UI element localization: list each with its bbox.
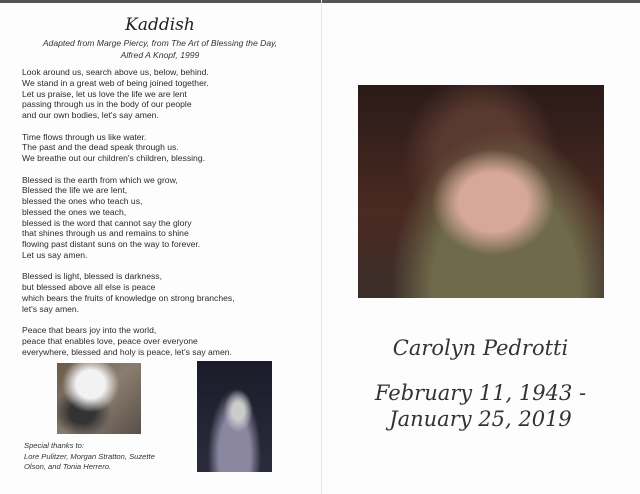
poem-title: Kaddish	[125, 15, 195, 35]
poem-line: Let us praise, let us love the life we are lent	[22, 88, 187, 99]
poem-line: Look around us, search above us, below, behind.	[22, 67, 209, 77]
scan-edge	[0, 0, 640, 3]
thanks-names: Olson, and Tonia Herrero.	[24, 462, 112, 471]
special-thanks	[24, 441, 155, 473]
poem-line: The past and the dead speak through us.	[22, 142, 179, 153]
thanks-names: Lore Pulitzer, Morgan Stratton, Suzette	[24, 451, 155, 461]
life-dates	[321, 380, 640, 432]
cat-photo	[57, 363, 141, 434]
death-date: January 25, 2019	[389, 407, 572, 431]
poem-line: Blessed is light, blessed is darkness,	[22, 271, 162, 282]
poem-line: everywhere, blessed and holy is peace, let's say amen.	[22, 346, 232, 357]
poem-line: blessed the ones who teach us,	[22, 196, 143, 206]
poem-line: blessed is the word that cannot say the glory	[22, 217, 192, 228]
poem-line: passing through us in the body of our people	[22, 99, 192, 110]
portrait-photo	[358, 85, 604, 298]
poem-attribution-publisher: Alfred A Knopf, 1999	[120, 50, 200, 60]
poem-line: that shines through us and remains to shine	[22, 228, 189, 239]
birth-date: February 11, 1943 -	[374, 381, 587, 405]
poem-stanza	[22, 67, 235, 121]
poem-stanza	[22, 175, 235, 261]
poem-line: Time flows through us like water.	[22, 131, 147, 142]
poem-stanza	[22, 325, 235, 357]
poem-stanza	[22, 271, 235, 314]
poem-line: Blessed is the earth from which we grow,	[22, 174, 178, 185]
poem-line: and our own bodies, let's say amen.	[22, 110, 159, 120]
poem-line: which bears the fruits of knowledge on strong branches,	[22, 292, 235, 303]
poem-line: but blessed above all else is peace	[22, 282, 156, 292]
poem-line: let's say amen.	[22, 303, 80, 314]
poem-line: blessed the ones we teach,	[22, 206, 127, 217]
poem-line: Let us say amen.	[22, 249, 88, 260]
thanks-heading: Special thanks to:	[24, 441, 84, 450]
poem-line: Peace that bears joy into the world,	[22, 325, 157, 335]
poem-line: We stand in a great web of being joined together.	[22, 77, 209, 88]
deceased-name: Carolyn Pedrotti	[392, 336, 569, 360]
poem-line: Blessed the life we are lent,	[22, 185, 128, 196]
poem-line: We breathe out our children's children, blessing.	[22, 153, 206, 163]
poem-body	[22, 67, 235, 368]
dancer-photo	[197, 361, 272, 472]
poem-line: peace that enables love, peace over everyone	[22, 335, 198, 346]
poem-attribution: Adapted from Marge Piercy, from The Art of Blessing the Day,	[42, 38, 278, 48]
poem-stanza	[22, 132, 235, 164]
poem-line: flowing past distant suns on the way to forever.	[22, 239, 201, 249]
